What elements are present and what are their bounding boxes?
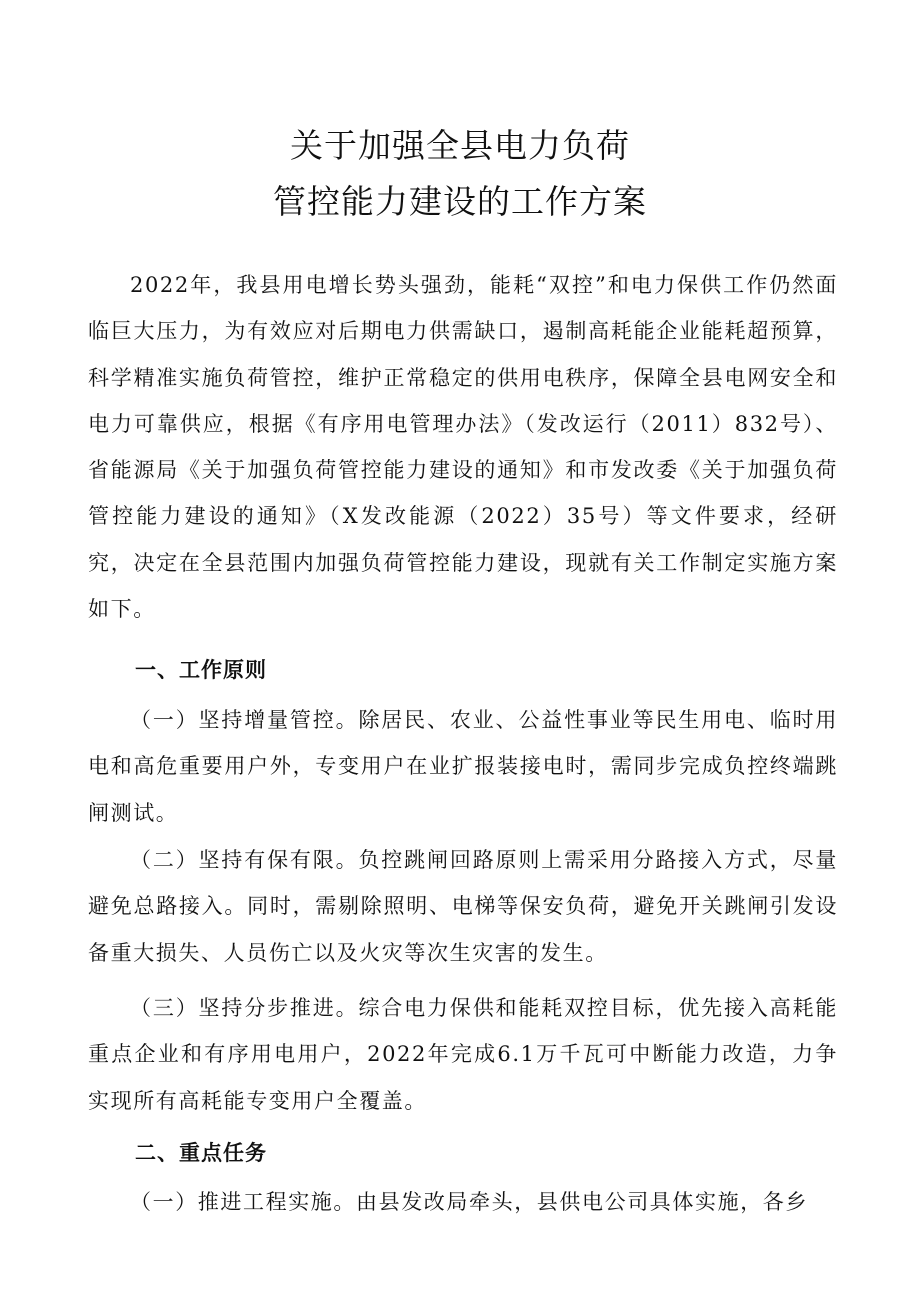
section-heading-principles: 一、工作原则 <box>135 658 267 682</box>
task-paragraph-1: （一）推进工程实施。由县发改局牵头，县供电公司具体实施，各乡 <box>130 1190 808 1214</box>
intro-paragraph: 2022年，我县用电增长势头强劲，能耗“双控”和电力保供工作仍然面临巨大压力，为有效应对后期电力供需缺口，遏制高耗能企业能耗超预算，科学精准实施负荷管控，维护正常稳定的供用电秩序，保障全县电网安全和电力可靠供应，根据《有序用电管理办法》（发改运行（2011）832号）、省能源局《关于加强负荷管控能力建设的通知》和市发改委《关于加强负荷管控能力建设的通知》（X发改能源（2022）35号）等文件要求，经研究，决定在全县范围内加强负荷管控能力建设，现就有关工作制定实施方案如下。 <box>88 273 838 622</box>
title-line-1: 关于加强全县电力负荷 <box>290 126 630 165</box>
principle-paragraph-2: （二）坚持有保有限。负控跳闸回路原则上需采用分路接入方式，尽量避免总路接入。同时，需剔除照明、电梯等保安负荷，避免开关跳闸引发设备重大损失、人员伤亡以及火灾等次生灾害的发生。 <box>88 848 838 965</box>
section-heading-tasks: 二、重点任务 <box>135 1141 267 1165</box>
title-line-2: 管控能力建设的工作方案 <box>273 182 647 221</box>
principle-paragraph-1: （一）坚持增量管控。除居民、农业、公益性事业等民生用电、临时用电和高危重要用户外，专变用户在业扩报装接电时，需同步完成负控终端跳闸测试。 <box>88 708 838 825</box>
principle-paragraph-3: （三）坚持分步推进。综合电力保供和能耗双控目标，优先接入高耗能重点企业和有序用电用户，2022年完成6.1万千瓦可中断能力改造，力争实现所有高耗能专变用户全覆盖。 <box>88 996 838 1113</box>
document-title <box>0 118 920 230</box>
